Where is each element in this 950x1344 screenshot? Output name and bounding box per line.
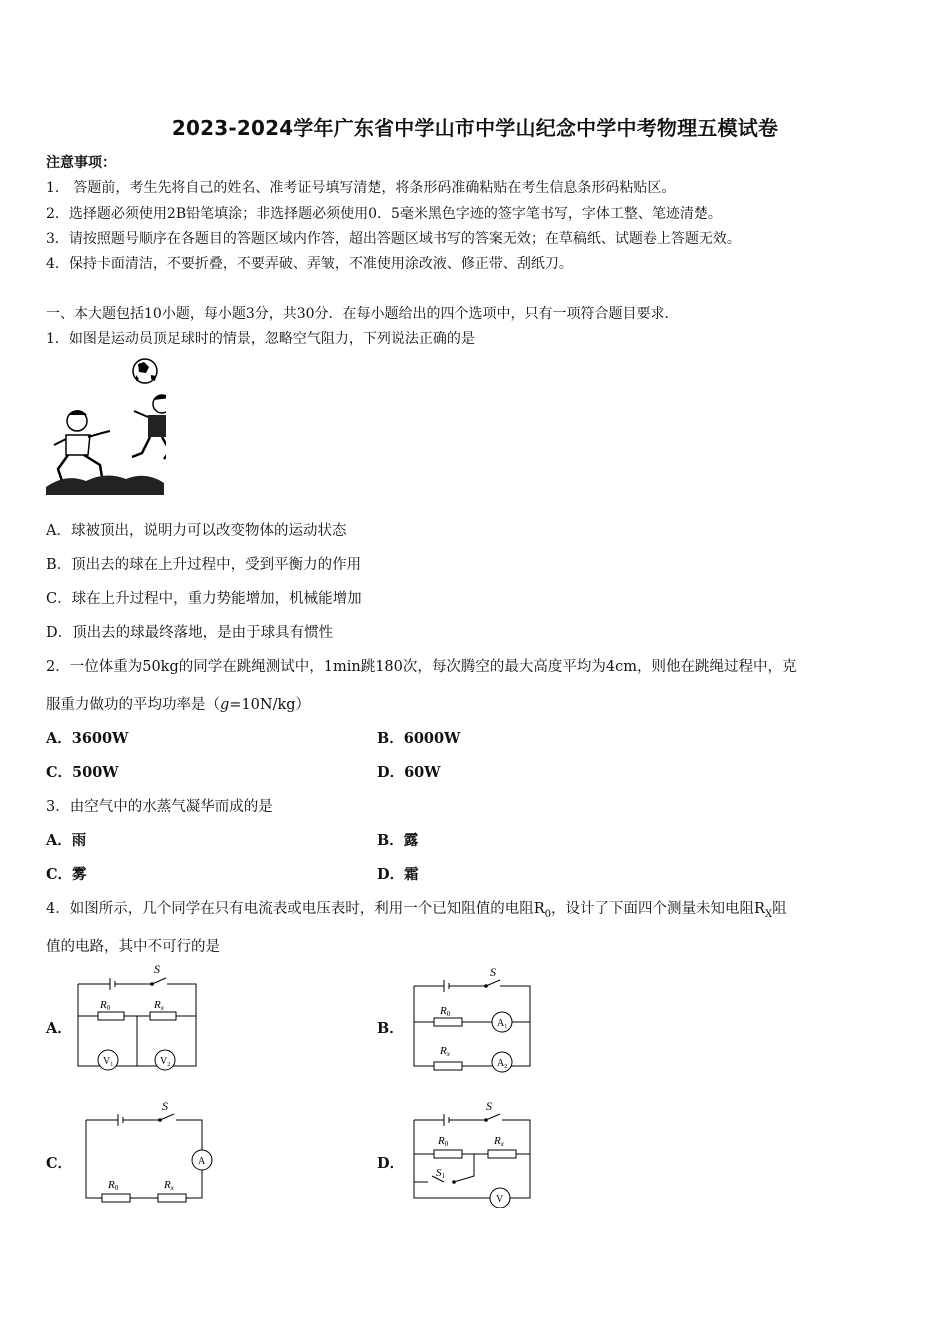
q4-rx-sub: X bbox=[764, 908, 773, 920]
q4-option-d-label: D． bbox=[377, 1155, 405, 1172]
note-item-4: 4．保持卡面清洁，不要折叠，不要弄破、弄皱，不准使用涂改液、修正带、刮纸刀。 bbox=[46, 256, 573, 272]
section-heading: 一、本大题包括10小题，每小题3分，共30分．在每小题给出的四个选项中，只有一项符合题目要求． bbox=[46, 306, 679, 322]
q4-option-c-label: C． bbox=[46, 1155, 73, 1172]
q3-option-c: C．雾 bbox=[46, 866, 87, 883]
circuit-b-rx-letter: R bbox=[440, 1045, 447, 1057]
circuit-b-a2-letter: A bbox=[497, 1058, 505, 1069]
circuit-d-diagram bbox=[408, 1096, 538, 1208]
q4-r0-sub: 0 bbox=[544, 908, 552, 920]
circuit-b-r0-letter: R bbox=[440, 1005, 447, 1017]
circuit-c-r0-letter: R bbox=[108, 1179, 115, 1191]
circuit-a-diagram bbox=[72, 960, 202, 1075]
circuit-a-v1-sub: 1 bbox=[110, 1062, 114, 1068]
circuit-d-r0-label bbox=[437, 1135, 449, 1148]
circuit-b-r0-sub: 0 bbox=[446, 1010, 451, 1018]
circuit-a-rx-sub: x bbox=[160, 1004, 164, 1012]
q4-stem-mid: ，设计了下面四个测量未知电阻R bbox=[551, 901, 765, 917]
circuit-a-v2-letter: V bbox=[160, 1056, 168, 1067]
circuit-b-a1-sub: 1 bbox=[504, 1024, 508, 1030]
circuit-c-rx-label bbox=[163, 1179, 175, 1192]
note-item-3: 3．请按照题号顺序在各题目的答题区域内作答，超出答题区域书写的答案无效；在草稿纸、试题卷上答题无效。 bbox=[46, 231, 741, 247]
circuit-c-rx-sub: x bbox=[170, 1184, 174, 1192]
q4-stem-pre: 4．如图所示，几个同学在只有电流表或电压表时，利用一个已知阻值的电阻R bbox=[46, 901, 545, 917]
q3-stem: 3．由空气中的水蒸气凝华而成的是 bbox=[46, 799, 273, 815]
circuit-c-r0-label bbox=[107, 1179, 119, 1192]
q4-stem-line2: 值的电路，其中不可行的是 bbox=[46, 939, 220, 955]
q2-gravity-var: g bbox=[220, 697, 230, 713]
circuit-d-voltmeter-label: V bbox=[496, 1194, 504, 1205]
circuit-b-a2-sub: 2 bbox=[504, 1064, 508, 1070]
q1-option-d: D．顶出去的球最终落地，是由于球具有惯性 bbox=[46, 625, 334, 641]
circuit-d-rx-letter: R bbox=[494, 1135, 501, 1147]
circuit-a-switch-label: S bbox=[154, 962, 160, 976]
circuit-d-switch2-label bbox=[436, 1167, 446, 1180]
soccer-heading-illustration bbox=[44, 355, 166, 497]
q2-option-d: D．60W bbox=[377, 764, 441, 781]
circuit-a-rx-label bbox=[153, 999, 165, 1012]
circuit-c-diagram bbox=[78, 1096, 218, 1208]
circuit-d-rx-label bbox=[493, 1135, 505, 1148]
q4-stem-post: 阻 bbox=[772, 901, 787, 917]
circuit-c-r0-sub: 0 bbox=[114, 1184, 119, 1192]
circuit-d-r0-letter: R bbox=[438, 1135, 445, 1147]
circuit-a-r0-sub: 0 bbox=[106, 1004, 111, 1012]
circuit-d-rx-sub: x bbox=[500, 1140, 504, 1148]
note-item-2: 2．选择题必须使用2B铅笔填涂；非选择题必须使用0．5毫米黑色字迹的签字笔书写，字体工整、笔迹清楚。 bbox=[46, 206, 722, 222]
circuit-a-r0-letter: R bbox=[100, 999, 107, 1011]
q3-option-a: A．雨 bbox=[46, 832, 87, 849]
notes-heading: 注意事项： bbox=[46, 155, 116, 171]
q3-option-b: B．露 bbox=[377, 832, 419, 849]
circuit-c-ammeter-label: A bbox=[198, 1156, 206, 1167]
q1-stem: 1．如图是运动员顶足球时的情景，忽略空气阻力，下列说法正确的是 bbox=[46, 331, 475, 347]
circuit-a-rx-letter: R bbox=[154, 999, 161, 1011]
circuit-c-rx-letter: R bbox=[164, 1179, 171, 1191]
circuit-d-switch2-letter: S bbox=[436, 1167, 442, 1179]
circuit-d-switch-label: S bbox=[486, 1099, 492, 1113]
circuit-b-rx-label bbox=[439, 1045, 451, 1058]
q2-option-c: C．500W bbox=[46, 764, 119, 781]
circuit-b-rx-sub: x bbox=[446, 1050, 450, 1058]
circuit-b-switch-label: S bbox=[490, 965, 496, 979]
circuit-a-v1-letter: V bbox=[103, 1056, 111, 1067]
circuit-a-r0-label bbox=[99, 999, 111, 1012]
q1-option-c: C．球在上升过程中，重力势能增加，机械能增加 bbox=[46, 591, 362, 607]
circuit-b-a1-letter: A bbox=[497, 1018, 505, 1029]
q4-option-a-label: A． bbox=[46, 1020, 72, 1037]
note-item-1: 1． 答题前，考生先将自己的姓名、准考证号填写清楚，将条形码准确粘贴在考生信息条形码粘贴区。 bbox=[46, 180, 676, 196]
circuit-d-r0-sub: 0 bbox=[444, 1140, 449, 1148]
circuit-a-v2-sub: 2 bbox=[167, 1062, 171, 1068]
q2-option-b: B．6000W bbox=[377, 730, 461, 747]
q2-stem-line2-post: =10N/kg） bbox=[229, 697, 311, 713]
q1-option-a: A．球被顶出，说明力可以改变物体的运动状态 bbox=[46, 523, 347, 539]
circuit-d-switch2-sub: 1 bbox=[441, 1172, 445, 1180]
q2-option-a: A．3600W bbox=[46, 730, 129, 747]
q2-stem-line2 bbox=[46, 693, 310, 714]
page-title: 2023-2024学年广东省中学山市中学山纪念中学中考物理五模试卷 bbox=[171, 116, 779, 140]
q4-stem-line1 bbox=[46, 897, 787, 920]
circuit-b-diagram bbox=[410, 962, 538, 1074]
q4-option-b-label: B． bbox=[377, 1020, 404, 1037]
q2-stem-line2-pre: 服重力做功的平均功率是（ bbox=[46, 697, 220, 713]
q3-option-d: D．霜 bbox=[377, 866, 419, 883]
circuit-c-switch-label: S bbox=[162, 1099, 168, 1113]
q1-option-b: B．顶出去的球在上升过程中，受到平衡力的作用 bbox=[46, 557, 362, 573]
circuit-b-r0-label bbox=[439, 1005, 451, 1018]
q2-stem-line1: 2．一位体重为50kg的同学在跳绳测试中，1min跳180次，每次腾空的最大高度平均为4cm，则他在跳绳过程中，克 bbox=[46, 659, 797, 675]
